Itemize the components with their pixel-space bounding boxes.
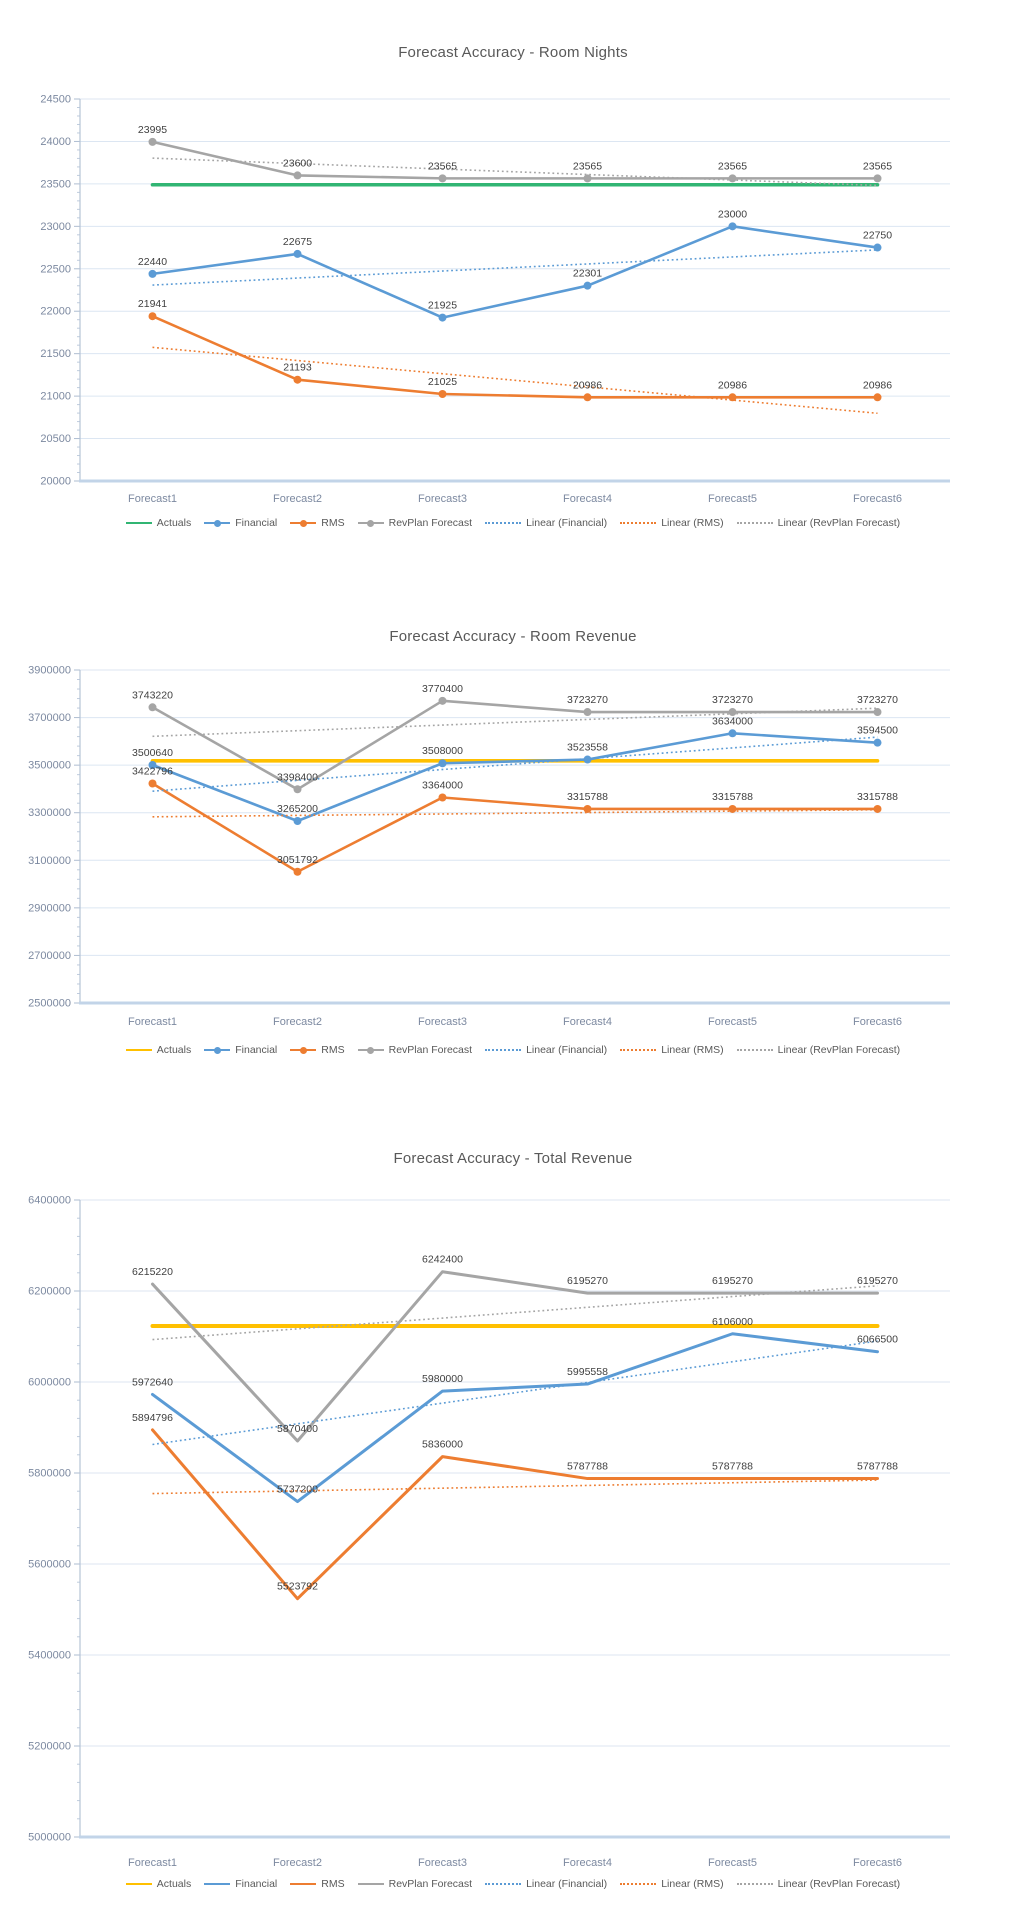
y-tick-label: 3300000 bbox=[28, 807, 71, 820]
legend-item-revplan-forecast bbox=[358, 1044, 472, 1056]
data-point-revplan-forecast bbox=[729, 174, 737, 182]
legend-dotted-swatch bbox=[620, 522, 656, 524]
legend-label: RMS bbox=[321, 1878, 345, 1890]
legend-line-swatch bbox=[204, 1883, 230, 1885]
y-tick-label: 5600000 bbox=[28, 1558, 71, 1571]
data-point-rms bbox=[294, 868, 302, 876]
legend-dotted-swatch bbox=[620, 1883, 656, 1885]
chart-title-room-nights: Forecast Accuracy - Room Nights bbox=[398, 44, 628, 61]
y-tick-label: 20000 bbox=[40, 475, 71, 488]
y-tick-label: 6400000 bbox=[28, 1194, 71, 1207]
data-label-rms: 5894796 bbox=[132, 1411, 173, 1424]
data-label-financial: 3594500 bbox=[857, 724, 898, 737]
data-label-revplan-forecast: 6195270 bbox=[857, 1275, 898, 1288]
legend-dotted-swatch bbox=[620, 1049, 656, 1051]
legend-label: Linear (RMS) bbox=[661, 517, 724, 529]
chart-section-room-nights bbox=[0, 0, 1026, 560]
data-point-revplan-forecast bbox=[294, 785, 302, 793]
category-label: Forecast3 bbox=[418, 1857, 467, 1869]
legend-item-rms bbox=[290, 1044, 344, 1056]
category-label: Forecast1 bbox=[128, 1016, 177, 1028]
series-line-financial bbox=[153, 226, 878, 317]
data-label-financial: 5980000 bbox=[422, 1373, 463, 1386]
y-tick-label: 3700000 bbox=[28, 712, 71, 725]
data-point-financial bbox=[439, 314, 447, 322]
legend-item-linear-rms bbox=[620, 1044, 723, 1056]
data-label-financial: 3634000 bbox=[712, 715, 753, 728]
y-axis bbox=[28, 665, 80, 1010]
data-label-financial: 6066500 bbox=[857, 1333, 898, 1346]
trendline-linear-financial bbox=[153, 737, 878, 791]
legend-dotted-swatch bbox=[737, 522, 773, 524]
data-label-revplan-forecast: 6242400 bbox=[422, 1253, 463, 1266]
data-label-financial: 22675 bbox=[282, 235, 313, 248]
data-point-financial bbox=[729, 729, 737, 737]
legend-item-linear-revplan-forecast bbox=[737, 1878, 901, 1890]
data-label-financial: 22440 bbox=[137, 255, 168, 268]
legend-line-swatch bbox=[358, 1883, 384, 1885]
y-tick-label: 3500000 bbox=[28, 759, 71, 772]
legend-label: Financial bbox=[235, 1878, 278, 1890]
category-label: Forecast3 bbox=[418, 1016, 467, 1028]
x-axis-labels bbox=[128, 493, 902, 505]
data-point-revplan-forecast bbox=[584, 708, 592, 716]
legend-label: RevPlan Forecast bbox=[388, 1044, 473, 1056]
legend-dotted-swatch bbox=[485, 522, 521, 524]
legend-label: RevPlan Forecast bbox=[388, 517, 473, 529]
data-label-financial: 23000 bbox=[717, 208, 748, 221]
y-tick-label: 21000 bbox=[40, 390, 71, 403]
legend-line-swatch bbox=[290, 1883, 316, 1885]
category-label: Forecast6 bbox=[853, 493, 902, 505]
data-point-financial bbox=[439, 759, 447, 767]
legend-line-swatch bbox=[126, 1049, 152, 1051]
legend-item-financial bbox=[204, 517, 277, 529]
legend-item-financial bbox=[204, 1044, 277, 1056]
legend-item-linear-revplan-forecast bbox=[737, 1044, 901, 1056]
y-tick-label: 5400000 bbox=[28, 1649, 71, 1662]
data-label-rms: 5787788 bbox=[712, 1460, 753, 1473]
category-label: Forecast5 bbox=[708, 1857, 757, 1869]
total-revenue-plot-area bbox=[0, 1185, 1026, 1872]
legend-label: Linear (RevPlan Forecast) bbox=[777, 1878, 901, 1890]
data-label-revplan-forecast: 23600 bbox=[282, 157, 313, 170]
chart-section-total-revenue bbox=[0, 1120, 1026, 1932]
data-point-financial bbox=[874, 739, 882, 747]
data-label-rms: 3051792 bbox=[277, 853, 318, 866]
data-label-revplan-forecast: 23565 bbox=[862, 160, 893, 173]
data-point-revplan-forecast bbox=[149, 138, 157, 146]
y-gridlines bbox=[80, 670, 950, 1003]
legend-dotted-swatch bbox=[737, 1049, 773, 1051]
legend-dotted-swatch bbox=[485, 1883, 521, 1885]
category-label: Forecast4 bbox=[563, 493, 612, 505]
legend-item-actuals bbox=[126, 1044, 191, 1056]
data-label-revplan-forecast: 6215220 bbox=[132, 1266, 173, 1279]
category-label: Forecast2 bbox=[273, 1857, 322, 1869]
chart-title-room-revenue: Forecast Accuracy - Room Revenue bbox=[389, 628, 637, 645]
legend-item-linear-financial bbox=[485, 1044, 607, 1056]
data-label-financial: 3508000 bbox=[422, 745, 463, 758]
category-label: Forecast1 bbox=[128, 493, 177, 505]
legend-line-swatch bbox=[358, 519, 384, 527]
category-label: Forecast4 bbox=[563, 1857, 612, 1869]
category-label: Forecast1 bbox=[128, 1857, 177, 1869]
y-tick-label: 23500 bbox=[40, 178, 71, 191]
data-label-financial: 21925 bbox=[427, 299, 458, 312]
legend-item-linear-rms bbox=[620, 1878, 723, 1890]
legend-dotted-swatch bbox=[485, 1049, 521, 1051]
data-point-rms bbox=[874, 393, 882, 401]
series-line-revplan-forecast bbox=[153, 142, 878, 179]
total-revenue-legend bbox=[0, 1878, 1026, 1890]
data-point-financial bbox=[729, 222, 737, 230]
data-label-rms: 3315788 bbox=[712, 790, 753, 803]
legend-line-swatch bbox=[204, 1046, 230, 1054]
y-tick-label: 22500 bbox=[40, 263, 71, 276]
data-point-revplan-forecast bbox=[439, 174, 447, 182]
x-axis-labels bbox=[128, 1016, 902, 1028]
data-label-financial: 3500640 bbox=[132, 746, 173, 759]
chart-title-total-revenue: Forecast Accuracy - Total Revenue bbox=[393, 1150, 633, 1167]
y-tick-label: 2500000 bbox=[28, 997, 71, 1010]
data-label-rms: 5523792 bbox=[277, 1580, 318, 1593]
legend-item-actuals bbox=[126, 517, 191, 529]
data-label-financial: 5972640 bbox=[132, 1376, 173, 1389]
data-label-revplan-forecast: 5870400 bbox=[277, 1422, 318, 1435]
legend-item-rms bbox=[290, 1878, 344, 1890]
data-label-financial: 3523558 bbox=[567, 741, 608, 754]
category-label: Forecast6 bbox=[853, 1857, 902, 1869]
data-label-rms: 3315788 bbox=[567, 790, 608, 803]
data-point-rms bbox=[294, 376, 302, 384]
legend-line-swatch bbox=[358, 1046, 384, 1054]
room-nights-legend bbox=[0, 517, 1026, 529]
y-tick-label: 20500 bbox=[40, 433, 71, 446]
category-label: Forecast6 bbox=[853, 1016, 902, 1028]
data-label-revplan-forecast: 3398400 bbox=[277, 771, 318, 784]
data-label-rms: 3422796 bbox=[132, 765, 173, 778]
legend-label: Financial bbox=[235, 1044, 278, 1056]
data-label-rms: 21025 bbox=[427, 375, 458, 388]
data-point-revplan-forecast bbox=[874, 174, 882, 182]
series-line-rms bbox=[153, 784, 878, 872]
data-label-revplan-forecast: 23565 bbox=[427, 160, 458, 173]
y-tick-label: 5200000 bbox=[28, 1740, 71, 1753]
data-point-revplan-forecast bbox=[584, 174, 592, 182]
data-label-rms: 20986 bbox=[717, 379, 748, 392]
room-revenue-plot-area bbox=[0, 655, 1026, 1035]
category-label: Forecast2 bbox=[273, 1016, 322, 1028]
data-point-rms bbox=[439, 793, 447, 801]
legend-label: Linear (RMS) bbox=[661, 1878, 724, 1890]
trendline-linear-financial bbox=[153, 1341, 878, 1444]
x-axis-labels bbox=[128, 1857, 902, 1869]
y-tick-label: 24500 bbox=[40, 93, 71, 106]
legend-label: Financial bbox=[235, 517, 278, 529]
data-label-rms: 20986 bbox=[862, 379, 893, 392]
data-label-revplan-forecast: 23565 bbox=[717, 160, 748, 173]
category-label: Forecast5 bbox=[708, 493, 757, 505]
legend-label: Linear (RevPlan Forecast) bbox=[777, 517, 901, 529]
legend-line-swatch bbox=[126, 522, 152, 524]
data-label-financial: 6106000 bbox=[712, 1315, 753, 1328]
y-tick-label: 3900000 bbox=[28, 664, 71, 677]
y-axis bbox=[40, 94, 80, 488]
category-label: Forecast5 bbox=[708, 1016, 757, 1028]
data-point-rms bbox=[149, 312, 157, 320]
legend-item-actuals bbox=[126, 1878, 191, 1890]
legend-item-linear-financial bbox=[485, 1878, 607, 1890]
series-line-rms bbox=[153, 316, 878, 397]
legend-line-swatch bbox=[290, 519, 316, 527]
y-tick-label: 6200000 bbox=[28, 1285, 71, 1298]
room-revenue-legend bbox=[0, 1044, 1026, 1056]
data-label-rms: 5787788 bbox=[857, 1460, 898, 1473]
trendline-linear-revplan-forecast bbox=[153, 158, 878, 185]
y-tick-label: 2900000 bbox=[28, 902, 71, 915]
legend-item-linear-financial bbox=[485, 517, 607, 529]
series-line-rms bbox=[153, 1430, 878, 1599]
legend-item-linear-revplan-forecast bbox=[737, 517, 901, 529]
legend-label: RMS bbox=[321, 517, 345, 529]
legend-dotted-swatch bbox=[737, 1883, 773, 1885]
legend-label: RevPlan Forecast bbox=[388, 1878, 473, 1890]
data-point-revplan-forecast bbox=[874, 708, 882, 716]
data-point-rms bbox=[149, 780, 157, 788]
data-label-revplan-forecast: 3743220 bbox=[132, 689, 173, 702]
category-label: Forecast2 bbox=[273, 493, 322, 505]
data-label-rms: 3364000 bbox=[422, 779, 463, 792]
y-tick-label: 5800000 bbox=[28, 1467, 71, 1480]
legend-line-swatch bbox=[204, 519, 230, 527]
y-tick-label: 24000 bbox=[40, 135, 71, 148]
y-tick-label: 21500 bbox=[40, 348, 71, 361]
data-label-financial: 22301 bbox=[572, 267, 603, 280]
legend-label: Linear (Financial) bbox=[526, 517, 608, 529]
category-label: Forecast4 bbox=[563, 1016, 612, 1028]
data-point-financial bbox=[584, 282, 592, 290]
legend-line-swatch bbox=[126, 1883, 152, 1885]
legend-label: Actuals bbox=[156, 1044, 192, 1056]
data-label-revplan-forecast: 3723270 bbox=[712, 694, 753, 707]
data-point-financial bbox=[294, 817, 302, 825]
legend-item-revplan-forecast bbox=[358, 1878, 472, 1890]
trendline-linear-rms bbox=[153, 810, 878, 817]
data-label-revplan-forecast: 6195270 bbox=[712, 1275, 753, 1288]
trendline-linear-rms bbox=[153, 347, 878, 413]
data-point-revplan-forecast bbox=[439, 697, 447, 705]
data-label-revplan-forecast: 3770400 bbox=[422, 682, 463, 695]
legend-label: Linear (RMS) bbox=[661, 1044, 724, 1056]
y-axis bbox=[28, 1195, 80, 1844]
y-tick-label: 22000 bbox=[40, 305, 71, 318]
data-point-rms bbox=[439, 390, 447, 398]
legend-item-rms bbox=[290, 517, 344, 529]
data-label-rms: 5787788 bbox=[567, 1460, 608, 1473]
legend-line-swatch bbox=[290, 1046, 316, 1054]
room-nights-plot-area bbox=[0, 70, 1026, 512]
legend-label: Linear (RevPlan Forecast) bbox=[777, 1044, 901, 1056]
data-label-revplan-forecast: 23995 bbox=[137, 123, 168, 136]
data-point-revplan-forecast bbox=[294, 171, 302, 179]
legend-item-financial bbox=[204, 1878, 277, 1890]
category-label: Forecast3 bbox=[418, 493, 467, 505]
trendline-linear-revplan-forecast bbox=[153, 708, 878, 736]
data-label-revplan-forecast: 23565 bbox=[572, 160, 603, 173]
data-label-rms: 20986 bbox=[572, 379, 603, 392]
data-point-financial bbox=[294, 250, 302, 258]
data-label-financial: 3265200 bbox=[277, 802, 318, 815]
legend-item-revplan-forecast bbox=[358, 517, 472, 529]
data-label-revplan-forecast: 3723270 bbox=[857, 694, 898, 707]
data-label-rms: 21193 bbox=[283, 361, 312, 374]
legend-label: Actuals bbox=[156, 1878, 192, 1890]
data-label-revplan-forecast: 6195270 bbox=[567, 1275, 608, 1288]
chart-section-room-revenue bbox=[0, 600, 1026, 1080]
y-tick-label: 23000 bbox=[40, 220, 71, 233]
y-tick-label: 6000000 bbox=[28, 1376, 71, 1389]
data-label-financial: 5995558 bbox=[567, 1366, 608, 1379]
legend-label: Linear (Financial) bbox=[526, 1878, 608, 1890]
data-point-financial bbox=[149, 270, 157, 278]
data-label-rms: 3315788 bbox=[857, 790, 898, 803]
y-gridlines bbox=[80, 1200, 950, 1837]
legend-label: Actuals bbox=[156, 517, 192, 529]
legend-label: Linear (Financial) bbox=[526, 1044, 608, 1056]
trendline-linear-revplan-forecast bbox=[153, 1286, 878, 1340]
data-label-revplan-forecast: 3723270 bbox=[567, 694, 608, 707]
trendline-linear-rms bbox=[153, 1480, 878, 1494]
data-label-financial: 22750 bbox=[862, 229, 893, 242]
trendline-linear-financial bbox=[153, 250, 878, 285]
legend-item-linear-rms bbox=[620, 517, 723, 529]
data-point-revplan-forecast bbox=[149, 703, 157, 711]
series-line-financial bbox=[153, 1334, 878, 1502]
legend-label: RMS bbox=[321, 1044, 345, 1056]
data-label-financial: 5737200 bbox=[277, 1483, 318, 1496]
data-point-rms bbox=[584, 393, 592, 401]
y-tick-label: 5000000 bbox=[28, 1831, 71, 1844]
data-label-rms: 5836000 bbox=[422, 1438, 463, 1451]
y-tick-label: 2700000 bbox=[28, 949, 71, 962]
data-label-rms: 21941 bbox=[137, 298, 168, 311]
y-tick-label: 3100000 bbox=[28, 854, 71, 867]
